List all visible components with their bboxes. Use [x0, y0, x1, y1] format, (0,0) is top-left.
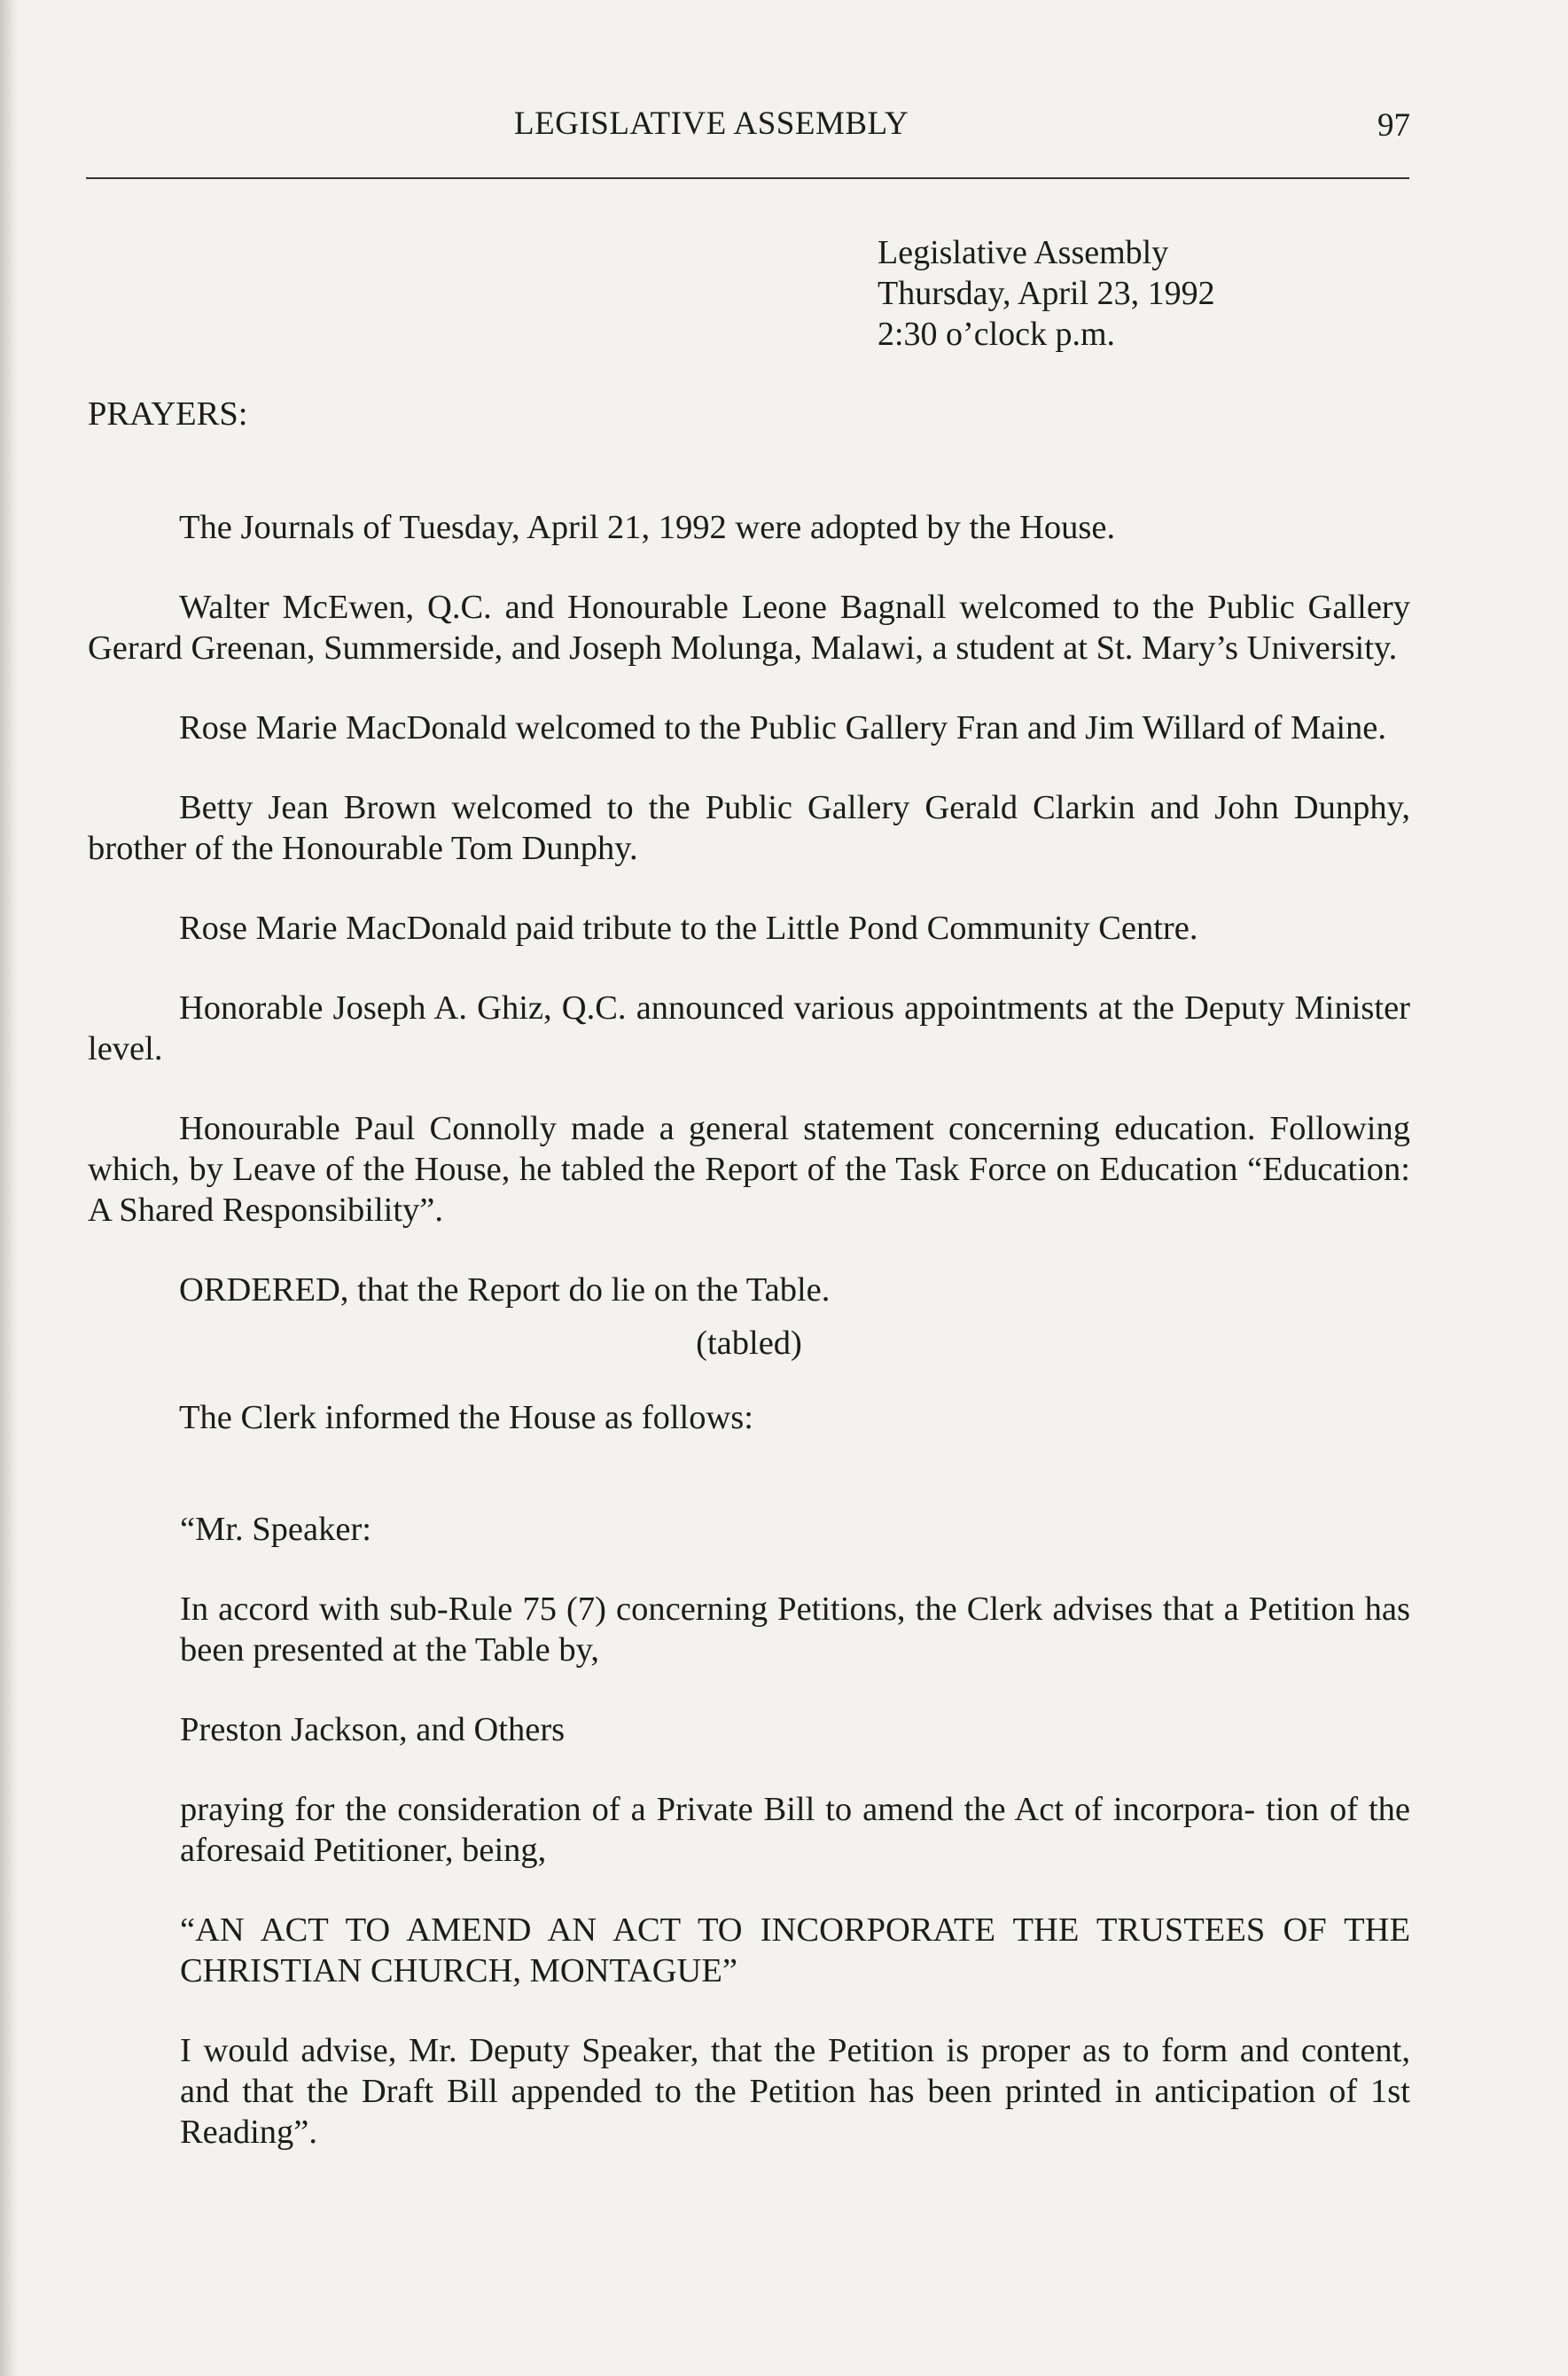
- paragraph-brown-welcome: Betty Jean Brown welcomed to the Public Gallery Gerald Clarkin and John Dunphy, brother of the Honourable Tom Dunphy.: [88, 789, 1410, 867]
- journal-body: [88, 394, 1410, 2153]
- clerk-message: [88, 1509, 1410, 2153]
- tabled-note: (tabled): [696, 1325, 802, 1362]
- clerk-advice: I would advise, Mr. Deputy Speaker, that the Petition is proper as to form and content, and that the Draft Bill appended to the Petition has been printed in anticipation of 1st Reading”.: [180, 2032, 1410, 2151]
- clerk-petition-notice: In accord with sub-Rule 75 (7) concerning Petitions, the Clerk advises that a Petition has been presented at the Table by,: [180, 1591, 1410, 1669]
- bill-title: “AN ACT TO AMEND AN ACT TO INCORPORATE THE TRUSTEES OF THE CHRISTIAN CHURCH, MONTAGUE”: [180, 1911, 1410, 1989]
- dateline-time: 2:30 o’clock p.m.: [878, 316, 1116, 353]
- prayers-heading: PRAYERS:: [88, 395, 248, 433]
- running-title: LEGISLATIVE ASSEMBLY: [514, 106, 909, 142]
- petitioner-name: Preston Jackson, and Others: [180, 1711, 566, 1748]
- paragraph-little-pond-tribute: Rose Marie MacDonald paid tribute to the Little Pond Community Centre.: [179, 910, 1198, 947]
- binding-shadow: [0, 0, 20, 2376]
- paragraph-macdonald-welcome: Rose Marie MacDonald welcomed to the Public Gallery Fran and Jim Willard of Maine.: [179, 709, 1387, 746]
- paragraph-connolly-statement: Honourable Paul Connolly made a general statement concerning education. Following which, by Leave of the House, he tabled the Report of the Task Force on Education “Education: A Shared Responsibility”.: [88, 1110, 1410, 1229]
- dateline-date: Thursday, April 23, 1992: [878, 275, 1215, 312]
- paragraph-clerk-informed: The Clerk informed the House as follows:: [179, 1399, 753, 1436]
- clerk-private-bill-prayer: praying for the consideration of a Private Bill to amend the Act of incorpora- tion of the aforesaid Petitioner, being,: [180, 1791, 1410, 1869]
- clerk-salutation: “Mr. Speaker:: [180, 1511, 371, 1548]
- paragraph-ordered: ORDERED, that the Report do lie on the Table.: [179, 1271, 831, 1309]
- dateline-assembly: Legislative Assembly: [878, 234, 1169, 271]
- header-rule: [86, 177, 1409, 179]
- page-number: 97: [1377, 107, 1410, 144]
- sitting-dateline: [878, 232, 1215, 355]
- paragraph-mcewen-welcome: Walter McEwen, Q.C. and Honourable Leone Bagnall welcomed to the Public Gallery Gerard Greenan, Summerside, and Joseph Molunga, Malawi, a student at St. Mary’s University.: [88, 589, 1410, 667]
- paragraph-journals-adopted: The Journals of Tuesday, April 21, 1992 were adopted by the House.: [179, 509, 1116, 546]
- paragraph-ghiz-appointments: Honorable Joseph A. Ghiz, Q.C. announced various appointments at the Deputy Minister level.: [88, 989, 1410, 1067]
